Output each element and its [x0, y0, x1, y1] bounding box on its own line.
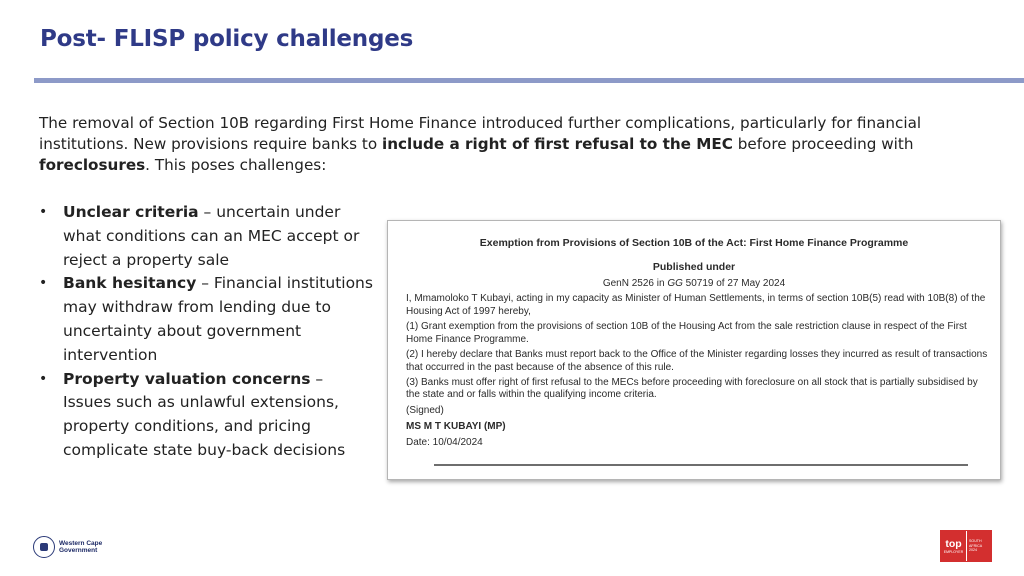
intro-bold-mec-refusal: include a right of first refusal to the MEC	[381, 135, 733, 153]
gazette-gen-suffix: 50719 of 27 May 2024	[682, 278, 786, 289]
intro-text-2: before proceeding with	[732, 135, 914, 153]
intro-text-3: . This poses challenges:	[145, 156, 327, 174]
coat-of-arms-icon	[33, 536, 55, 558]
gazette-notice-reference	[388, 278, 1000, 289]
gazette-date: Date: 10/04/2024	[406, 436, 483, 448]
gazette-signed: (Signed)	[406, 404, 444, 416]
gazette-excerpt-image	[387, 220, 1001, 480]
gazette-published-under: Published under	[652, 261, 736, 273]
bullet-title: Bank hesitancy	[63, 274, 197, 293]
bullet-text: – uncertain under what conditions can an MEC accept or reject a property sale	[63, 203, 360, 269]
gazette-bottom-rule	[434, 464, 968, 466]
top-employer-country: SOUTH AFRICA 2024	[966, 531, 991, 561]
list-item	[39, 201, 374, 272]
gazette-body	[406, 293, 991, 452]
list-item	[39, 368, 374, 463]
gazette-clause-2: (2) I hereby declare that Banks must report back to the Office of the Minister regarding losses they incurred as result of transactions that occurred in the past because of the absence of this rule.	[406, 348, 988, 373]
gazette-gen-italic: GG	[667, 278, 683, 289]
western-cape-government-logo	[33, 535, 102, 559]
intro-bold-foreclosures: foreclosures	[39, 156, 146, 174]
bullet-text: – Financial institutions may withdraw from lending due to uncertainty about government intervention	[63, 274, 373, 364]
list-item	[39, 272, 374, 367]
gazette-title: Exemption from Provisions of Section 10B of the Act: First Home Finance Programme	[479, 237, 909, 249]
bullet-title: Unclear criteria	[63, 203, 199, 221]
gazette-clause-1: (1) Grant exemption from the provisions of section 10B of the Housing Act from the sale restriction clause in respect of the First Home Finance Programme.	[406, 320, 967, 345]
intro-text-1: The removal of Section 10B regarding First Home Finance introduced further complications, particularly for financial institutions. New provisions require banks to	[39, 114, 922, 153]
bullet-title: Property valuation concerns	[63, 369, 311, 388]
top-employer-mark: top EMPLOYER	[941, 531, 966, 561]
gazette-gen-prefix: GenN 2526 in	[602, 278, 668, 289]
gazette-signatory: MS M T KUBAYI (MP)	[406, 421, 506, 433]
top-employer-badge	[940, 530, 992, 562]
slide-title: Post- FLISP policy challenges	[40, 26, 414, 52]
title-divider	[34, 78, 1024, 83]
logo-text: Western Cape Government	[59, 539, 103, 554]
bullet-text: – Issues such as unlawful extensions, property conditions, and pricing complicate state buy-back decisions	[63, 369, 346, 459]
intro-paragraph	[39, 113, 999, 176]
gazette-intro-paragraph: I, Mmamoloko T Kubayi, acting in my capacity as Minister of Human Settlements, in terms of section 10B(5) read with 10B(8) of the Housing Act of 1997 hereby,	[406, 293, 986, 317]
gazette-clause-3: (3) Banks must offer right of first refusal to the MECs before proceeding with foreclosure on all stock that is partially subsidised by the state and or falls within the qualifying income criteria.	[406, 376, 978, 401]
challenges-list	[39, 201, 374, 463]
